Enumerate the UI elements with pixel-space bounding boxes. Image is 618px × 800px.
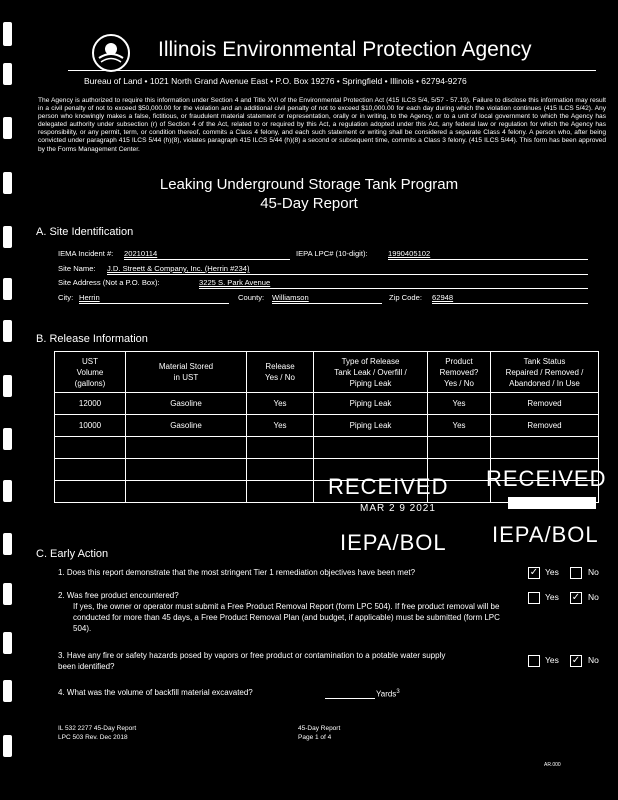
question-4: 4. What was the volume of backfill material excavated? xyxy=(58,688,253,697)
field-underline xyxy=(107,274,588,275)
received-date-stamp: MAR 2 9 2021 xyxy=(360,503,436,514)
binder-hole xyxy=(3,278,12,300)
lpc-number-label: IEPA LPC# (10-digit): xyxy=(296,249,368,258)
q1-yes-label: Yes xyxy=(545,567,559,577)
binder-hole xyxy=(3,63,12,85)
redaction-bar xyxy=(508,497,596,509)
table-cell[interactable]: Piping Leak xyxy=(314,415,428,437)
question-1: 1. Does this report demonstrate that the most stringent Tier 1 remediation objectives have been met? xyxy=(58,568,416,577)
iema-incident-label: IEMA Incident #: xyxy=(58,249,114,258)
q3-yes-checkbox[interactable] xyxy=(528,655,540,667)
iema-incident-value[interactable]: 20210114 xyxy=(124,249,158,258)
binder-hole xyxy=(3,533,12,555)
field-underline xyxy=(432,303,588,304)
column-header-product-removed: Product Removed? Yes / No xyxy=(428,352,491,393)
county-value[interactable]: Williamson xyxy=(272,293,309,302)
binder-hole xyxy=(3,226,12,248)
binder-hole xyxy=(3,375,12,397)
page-info: 45-Day Report Page 1 of 4 xyxy=(298,725,341,741)
backfill-volume-input[interactable] xyxy=(325,698,375,699)
table-cell[interactable] xyxy=(314,437,428,459)
binder-hole xyxy=(3,632,12,654)
q1-no-label: No xyxy=(588,567,599,577)
table-cell[interactable]: Piping Leak xyxy=(314,393,428,415)
zip-code-value[interactable]: 62948 xyxy=(432,293,454,302)
lpc-number-value[interactable]: 1990405102 xyxy=(388,249,431,258)
form-number: IL 532 2277 45-Day Report LPC 503 Rev. Dec 2018 xyxy=(58,725,137,741)
column-header-volume: UST Volume (gallons) xyxy=(55,352,126,393)
site-address-value[interactable]: 3225 S. Park Avenue xyxy=(199,278,271,287)
column-header-release-type: Type of Release Tank Leak / Overfill / Piping Leak xyxy=(314,352,428,393)
table-cell[interactable] xyxy=(55,481,126,503)
field-underline xyxy=(79,303,229,304)
q2-no-checkbox[interactable] xyxy=(570,592,582,604)
question-2: 2. Was free product encountered? xyxy=(58,591,179,600)
table-cell[interactable]: 10000 xyxy=(55,415,126,437)
column-header-release: Release Yes / No xyxy=(247,352,314,393)
received-stamp: RECEIVED xyxy=(328,474,449,499)
site-name-value[interactable]: J.D. Streett & Company, Inc. (Herrin #234) xyxy=(107,264,250,273)
section-release-information: B. Release Information xyxy=(36,333,148,345)
binder-hole xyxy=(3,117,12,139)
q2-yes-checkbox[interactable] xyxy=(528,592,540,604)
table-cell[interactable] xyxy=(55,459,126,481)
table-cell[interactable] xyxy=(247,459,314,481)
binder-hole xyxy=(3,735,12,757)
table-cell[interactable]: Yes xyxy=(428,393,491,415)
zip-code-label: Zip Code: xyxy=(389,293,422,302)
iepa-bol-stamp: IEPA/BOL xyxy=(340,530,447,555)
report-title: 45-Day Report xyxy=(260,195,358,212)
check-icon: ✓ xyxy=(571,655,581,666)
table-cell[interactable]: Yes xyxy=(247,415,314,437)
table-row xyxy=(55,437,599,459)
legal-notice: The Agency is authorized to require this information under Section 4 and Title XVI of the Environmental Protection Act (415 ILCS 5/4, 5/57 - 57.19). Failure to disclose this information may result in a civil penalty of not to exceed $50,000.00 for the violation and an additional civil penalty of not to exceed $10,000.00 for each day during which the violation continues (415 ILCS 5/42). Any person who knowingly makes a false, fictitious, or fraudulent material statement or representation, orally or in writing, to the Agency, or to a unit of local government to which the Agency has delegated authority under subsection (r) of Section 4 of the Act, related to or required by this Act, a regulation adopted under this Act, any federal law or regulation for which the Agency has responsibility, or any permit, term, or condition thereof, commits a Class 4 felony, and each such statement or writing shall be considered a separate Class 4 felony. A person who, after being convicted under paragraph 415 ILCS 5/44 (h)(8), violates paragraph 415 ILCS 5/44 (h)(8) a second or subsequent time, commits a Class 3 felony. (415 ILCS 5/44). This form has been approved by the Forms Management Center. xyxy=(38,97,606,153)
q2-yes-label: Yes xyxy=(545,592,559,602)
binder-hole xyxy=(3,680,12,702)
table-cell[interactable] xyxy=(126,437,247,459)
agency-logo xyxy=(92,34,130,72)
table-cell[interactable]: Gasoline xyxy=(126,393,247,415)
table-cell[interactable] xyxy=(247,437,314,459)
section-site-identification: A. Site Identification xyxy=(36,226,134,238)
table-cell[interactable]: 12000 xyxy=(55,393,126,415)
q1-no-checkbox[interactable] xyxy=(570,567,582,579)
agency-address: Bureau of Land • 1021 North Grand Avenue East • P.O. Box 19276 • Springfield • Illinois • 62794-9276 xyxy=(84,76,467,86)
yards-unit-label: Yards$^3$ xyxy=(376,689,400,699)
field-underline xyxy=(272,303,382,304)
section-early-action: C. Early Action xyxy=(36,548,109,560)
table-cell[interactable] xyxy=(247,481,314,503)
q1-yes-checkbox[interactable] xyxy=(528,567,540,579)
check-icon: ✓ xyxy=(529,567,539,578)
table-cell[interactable] xyxy=(428,437,491,459)
table-row xyxy=(55,415,599,437)
document-code: AR.000 xyxy=(544,762,561,768)
check-icon: ✓ xyxy=(571,592,581,603)
program-title: Leaking Underground Storage Tank Program xyxy=(159,176,459,193)
question-2-detail: If yes, the owner or operator must submit a Free Product Removal Report (form LPC 504). If free product removal will be conducted for more than 45 days, a Free Product Removal Plan (and budget, if applicable) must be submitted (form LPC 504). xyxy=(73,602,500,633)
city-label: City: xyxy=(58,293,74,302)
table-cell[interactable] xyxy=(126,481,247,503)
binder-hole xyxy=(3,428,12,450)
binder-hole xyxy=(3,320,12,342)
binder-hole xyxy=(3,22,12,46)
iepa-bol-stamp: IEPA/BOL xyxy=(492,522,599,547)
column-header-tank-status: Tank Status Repaired / Removed / Abandoned / In Use xyxy=(491,352,599,393)
table-header-row xyxy=(55,352,599,393)
received-stamp: RECEIVED xyxy=(486,466,607,491)
header-rule xyxy=(68,70,596,71)
agency-name: Illinois Environmental Protection Agency xyxy=(158,38,532,61)
table-cell[interactable]: Removed xyxy=(491,393,599,415)
field-underline xyxy=(124,259,290,260)
binder-hole xyxy=(3,480,12,502)
binder-hole xyxy=(3,583,12,605)
q2-no-label: No xyxy=(588,592,599,602)
field-underline xyxy=(199,288,588,289)
field-underline xyxy=(388,259,588,260)
table-cell[interactable]: Yes xyxy=(428,415,491,437)
site-address-label: Site Address (Not a P.O. Box): xyxy=(58,278,160,287)
city-value[interactable]: Herrin xyxy=(79,293,100,302)
table-cell[interactable]: Gasoline xyxy=(126,415,247,437)
q3-yes-label: Yes xyxy=(545,655,559,665)
table-cell[interactable]: Yes xyxy=(247,393,314,415)
table-row xyxy=(55,393,599,415)
table-cell[interactable] xyxy=(491,437,599,459)
table-cell[interactable] xyxy=(126,459,247,481)
q3-no-label: No xyxy=(588,655,599,665)
column-header-material: Material Stored in UST xyxy=(126,352,247,393)
question-3: 3. Have any fire or safety hazards posed by vapors or free product or contamination to a potable water supply been identified? xyxy=(58,651,446,671)
q3-no-checkbox[interactable] xyxy=(570,655,582,667)
table-cell[interactable] xyxy=(55,437,126,459)
table-cell[interactable]: Removed xyxy=(491,415,599,437)
site-name-label: Site Name: xyxy=(58,264,96,273)
county-label: County: xyxy=(238,293,265,302)
